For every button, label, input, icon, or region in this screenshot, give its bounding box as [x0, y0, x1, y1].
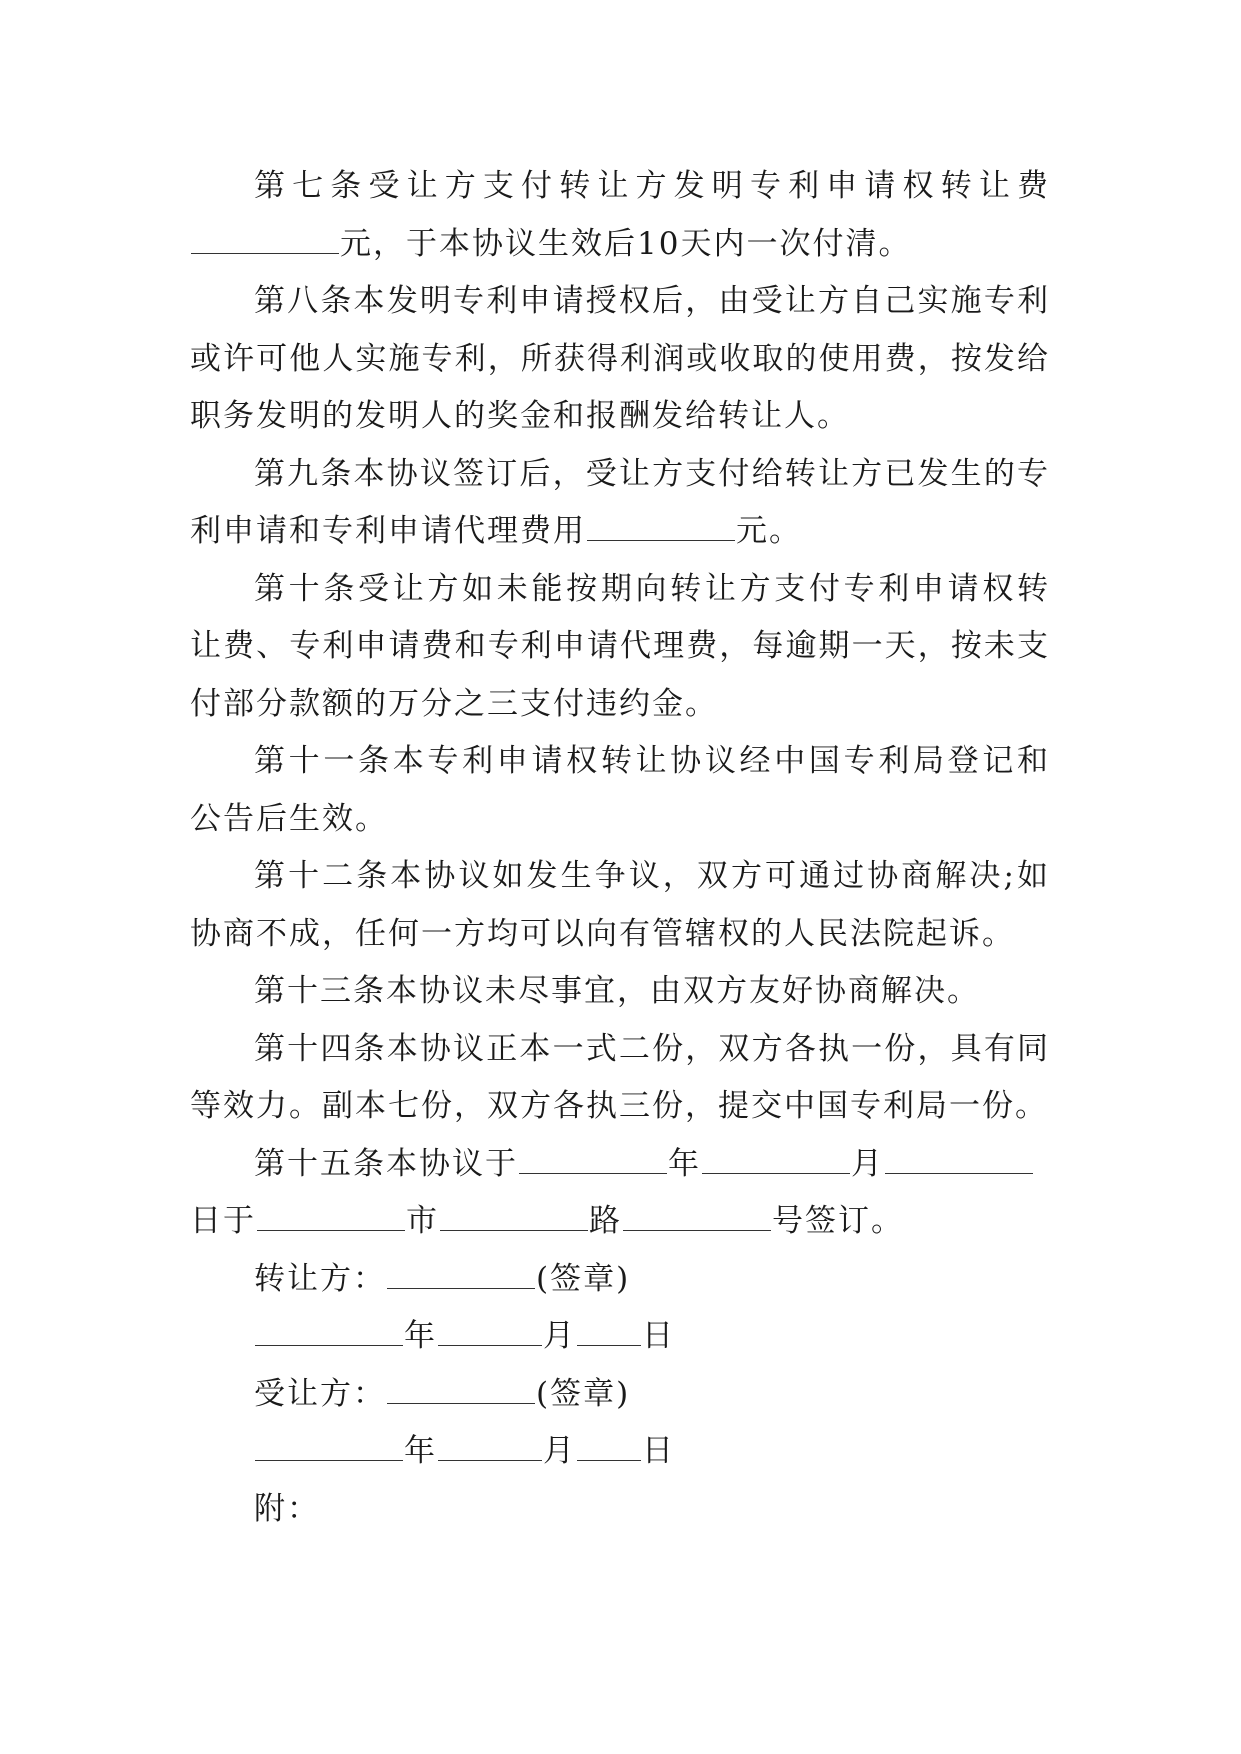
article-7-line-1: 第七条受让方支付转让方发明专利申请权转让费 [254, 168, 1050, 204]
number-blank [623, 1204, 771, 1231]
article-13-line-1: 第十三条本协议未尽事宜，由双方友好协商解决。 [254, 973, 980, 1009]
transferor-year-blank [255, 1319, 403, 1346]
transferee-month-blank [438, 1434, 542, 1461]
transferor-month-blank [438, 1319, 542, 1346]
road-blank [440, 1204, 588, 1231]
article-12-line-1: 第十二条本协议如发生争议，双方可通过协商解决;如 [254, 858, 1050, 894]
city-blank [257, 1204, 405, 1231]
article-11-line-2: 公告后生效。 [190, 800, 388, 837]
transferee-blank [387, 1377, 535, 1404]
article-10-line-2: 让费、专利申请费和专利申请代理费，每逾期一天，按未支 [190, 628, 1050, 664]
article-10-line-3: 付部分款额的万分之三支付违约金。 [190, 685, 718, 722]
fee-blank [587, 514, 735, 541]
article-9-line-1: 第九条本协议签订后，受让方支付给转让方已发生的专 [254, 455, 1050, 492]
amount-blank [191, 227, 339, 254]
article-7-line-2: 元，于本协议生效后10天内一次付清。 [190, 216, 1050, 274]
article-11-line-1: 第十一条本专利申请权转让协议经中国专利局登记和 [254, 743, 1050, 779]
article-15-line-1: 第十五条本协议于 年 月 [190, 1136, 1050, 1194]
transferee-signature-line: 受让方： (签章) [254, 1375, 631, 1412]
transferee-day-blank [577, 1434, 641, 1461]
article-10-line-1: 第十条受让方如未能按期向转让方支付专利申请权转 [254, 570, 1050, 607]
article-12-line-2: 协商不成，任何一方均可以向有管辖权的人民法院起诉。 [190, 915, 1015, 952]
transferor-day-blank [577, 1319, 641, 1346]
day-blank [885, 1147, 1033, 1174]
transferor-signature-line: 转让方： (签章) [254, 1260, 631, 1297]
year-blank [519, 1147, 667, 1174]
article-14-line-2: 等效力。副本七份，双方各执三份，提交中国专利局一份。 [190, 1088, 1048, 1124]
article-15-line-2: 日于 市 路 号签订。 [190, 1203, 904, 1239]
article-8-line-2: 或许可他人实施专利，所获得利润或收取的使用费，按发给 [190, 340, 1050, 377]
article-8-line-1: 第八条本发明专利申请授权后，由受让方自己实施专利 [254, 283, 1050, 319]
transferee-year-blank [255, 1434, 403, 1461]
article-8-line-3: 职务发明的发明人的奖金和报酬发给转让人。 [190, 398, 850, 434]
agreement-body [190, 158, 1050, 1538]
transferor-date-line: 年 月 日 [190, 1308, 1050, 1366]
month-blank [702, 1147, 850, 1174]
transferor-blank [387, 1262, 535, 1289]
transferee-date-line: 年 月 日 [190, 1423, 1050, 1481]
attachment-line: 附： [254, 1490, 320, 1527]
article-9-line-2: 利申请和专利申请代理费用 元。 [190, 513, 802, 549]
article-14-line-1: 第十四条本协议正本一式二份，双方各执一份，具有同 [254, 1030, 1050, 1067]
